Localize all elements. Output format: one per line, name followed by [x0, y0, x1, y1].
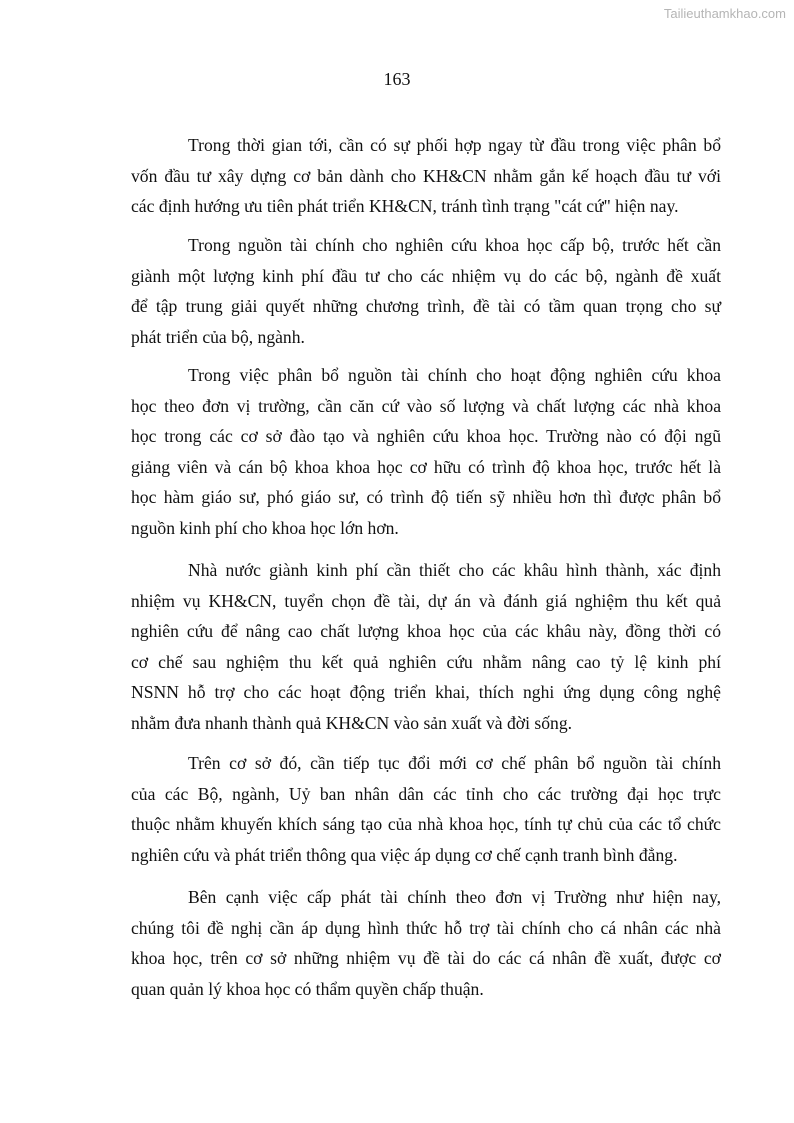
- text-line: học trong các cơ sở đào tạo và nghiên cứu khoa học. Trường nào có đội ngũ: [131, 426, 721, 446]
- watermark: Tailieuthamkhao.com: [663, 6, 786, 21]
- page-number: 163: [383, 69, 411, 89]
- text-line: khoa học, trên cơ sở những nhiệm vụ đề tài do các cá nhân đề xuất, được cơ: [131, 948, 721, 968]
- text-line: giảng viên và cán bộ khoa khoa học cơ hữu có trình độ khoa học, trước hết là: [131, 456, 721, 477]
- text-line: thuộc nhằm khuyến khích sáng tạo của nhà khoa học, tính tự chủ của các tổ chức: [131, 814, 721, 834]
- paragraph: [131, 360, 721, 543]
- text-line: NSNN hỗ trợ cho các hoạt động triển khai, thích nghi ứng dụng công nghệ: [131, 682, 721, 702]
- text-line: Trong nguồn tài chính cho nghiên cứu khoa học cấp bộ, trước hết cần: [188, 235, 721, 255]
- text-line: phát triển của bộ, ngành.: [131, 326, 305, 347]
- text-line: Nhà nước giành kinh phí cần thiết cho các khâu hình thành, xác định: [188, 560, 721, 580]
- text-line: học hàm giáo sư, phó giáo sư, có trình độ tiến sỹ nhiều hơn thì được phân bổ: [131, 487, 721, 507]
- text-line: học theo đơn vị trường, cần căn cứ vào số lượng và chất lượng các nhà khoa: [131, 395, 721, 416]
- text-line: Trong thời gian tới, cần có sự phối hợp ngay từ đầu trong việc phân bổ: [188, 135, 721, 155]
- paragraph: [131, 130, 721, 222]
- paragraph: [131, 748, 721, 870]
- text-line: Trong việc phân bổ nguồn tài chính cho hoạt động nghiên cứu khoa: [188, 365, 721, 385]
- text-line: quan quản lý khoa học có thẩm quyền chấp thuận.: [131, 978, 484, 999]
- text-line: để tập trung giải quyết những chương trình, đề tài có tầm quan trọng cho sự: [131, 296, 721, 316]
- paragraph: [131, 555, 721, 738]
- text-line: nhằm đưa nhanh thành quả KH&CN vào sản xuất và đời sống.: [131, 712, 573, 733]
- paragraph: [131, 882, 721, 1004]
- text-line: Bên cạnh việc cấp phát tài chính theo đơn vị Trường như hiện nay,: [188, 887, 721, 907]
- text-line: nguồn kinh phí cho khoa học lớn hơn.: [131, 517, 399, 538]
- text-line: giành một lượng kinh phí đầu tư cho các nhiệm vụ do các bộ, ngành đề xuất: [131, 265, 721, 286]
- text-line: cơ chế sau nghiệm thu kết quả nghiên cứu nhằm nâng cao tỷ lệ kinh phí: [131, 651, 721, 672]
- text-line: các định hướng ưu tiên phát triển KH&CN, tránh tình trạng "cát cứ" hiện nay.: [131, 196, 679, 216]
- text-line: nghiên cứu để nâng cao chất lượng khoa học của các khâu này, đồng thời có: [131, 621, 721, 641]
- text-line: chúng tôi đề nghị cần áp dụng hình thức hỗ trợ tài chính cho cá nhân các nhà: [131, 917, 721, 938]
- text-line: của các Bộ, ngành, Uỷ ban nhân dân các tỉnh cho các trường đại học trực: [131, 783, 721, 804]
- text-line: vốn đầu tư xây dựng cơ bản dành cho KH&CN nhằm gắn kế hoạch đầu tư với: [131, 165, 721, 186]
- text-line: Trên cơ sở đó, cần tiếp tục đổi mới cơ chế phân bổ nguồn tài chính: [188, 753, 721, 773]
- paragraph: [131, 230, 721, 352]
- text-line: nhiệm vụ KH&CN, tuyển chọn đề tài, dự án và đánh giá nghiệm thu kết quả: [131, 590, 721, 611]
- text-line: nghiên cứu và phát triển thông qua việc áp dụng cơ chế cạnh tranh bình đẳng.: [131, 844, 678, 865]
